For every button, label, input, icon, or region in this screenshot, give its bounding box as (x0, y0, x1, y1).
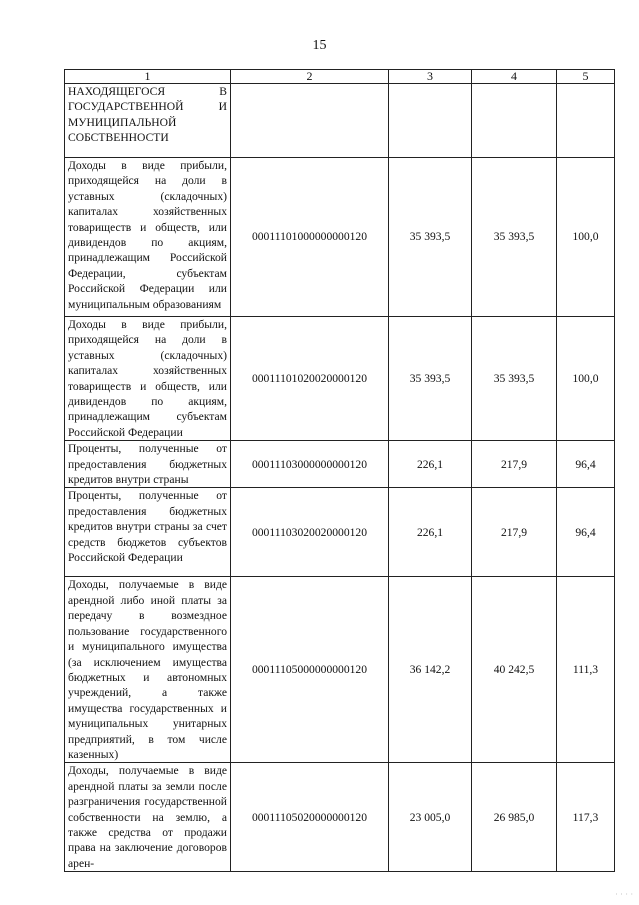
table-row (65, 488, 615, 577)
revenue-name-cell: Доходы в виде прибыли, приходящейся на доли в уставных (складочных) капиталах хозяйственных товариществ и обществ, или дивидендов по акциям, принадлежащим Российской Федерации, субъектам Российской Федерации или муниципальным образованиям (65, 158, 231, 317)
revenue-name-cell: НАХОДЯЩЕГОСЯ В ГОСУДАРСТВЕННОЙ И МУНИЦИПАЛЬНОЙ СОБСТВЕННОСТИ (65, 84, 231, 158)
value-col3-cell: 35 393,5 (389, 317, 472, 441)
table-row (65, 317, 615, 441)
value-col4-cell: 40 242,5 (472, 577, 557, 763)
value-col3-cell: 23 005,0 (389, 763, 472, 872)
value-col3-cell: 35 393,5 (389, 158, 472, 317)
budget-code-cell: 00011103000000000120 (231, 441, 389, 488)
value-col5-cell: 100,0 (557, 158, 615, 317)
column-header-1: 1 (65, 70, 231, 84)
budget-code-cell: 00011101000000000120 (231, 158, 389, 317)
budget-code-cell: 00011105000000000120 (231, 577, 389, 763)
table-row (65, 158, 615, 317)
budget-revenue-table (64, 69, 615, 872)
table-row (65, 763, 615, 872)
value-col4-cell: 217,9 (472, 488, 557, 577)
budget-code-cell: 00011101020020000120 (231, 317, 389, 441)
scan-corner-mark: · · · · (615, 890, 633, 899)
revenue-name-cell: Доходы, получаемые в виде арендной либо иной платы за передачу в возмездное пользование государственного и муниципального имущества (за исключением имущества бюджетных и автономных учреждений, а также имущества государственных и муниципальных унитарных предприятий, в том числе казенных) (65, 577, 231, 763)
value-col4-cell: 26 985,0 (472, 763, 557, 872)
value-col5-cell: 100,0 (557, 317, 615, 441)
budget-code-cell (231, 84, 389, 158)
value-col5-cell (557, 84, 615, 158)
table-row (65, 84, 615, 158)
revenue-name-cell: Проценты, полученные от предоставления бюджетных кредитов внутри страны (65, 441, 231, 488)
value-col3-cell: 36 142,2 (389, 577, 472, 763)
value-col5-cell: 96,4 (557, 488, 615, 577)
value-col3-cell: 226,1 (389, 441, 472, 488)
revenue-name-cell: Доходы, получаемые в виде арендной платы за земли после разграничения государственной собственности на землю, а также средства от продажи права на заключение договоров арен- (65, 763, 231, 872)
budget-code-cell: 00011103020020000120 (231, 488, 389, 577)
column-header-3: 3 (389, 70, 472, 84)
value-col3-cell (389, 84, 472, 158)
value-col4-cell: 35 393,5 (472, 317, 557, 441)
revenue-name-cell: Доходы в виде прибыли, приходящейся на доли в уставных (складочных) капиталах хозяйственных товариществ и обществ, или дивидендов по акциям, принадлежащим субъектам Российской Федерации (65, 317, 231, 441)
value-col5-cell: 117,3 (557, 763, 615, 872)
value-col5-cell: 96,4 (557, 441, 615, 488)
table-row (65, 577, 615, 763)
revenue-name-cell: Проценты, полученные от предоставления бюджетных кредитов внутри страны за счет средств бюджетов субъектов Российской Федерации (65, 488, 231, 577)
page-number: 15 (312, 38, 327, 53)
table-row (65, 441, 615, 488)
column-header-4: 4 (472, 70, 557, 84)
value-col4-cell (472, 84, 557, 158)
value-col4-cell: 217,9 (472, 441, 557, 488)
column-header-5: 5 (557, 70, 615, 84)
value-col3-cell: 226,1 (389, 488, 472, 577)
table-header-row (65, 70, 615, 84)
value-col4-cell: 35 393,5 (472, 158, 557, 317)
column-header-2: 2 (231, 70, 389, 84)
budget-code-cell: 00011105020000000120 (231, 763, 389, 872)
value-col5-cell: 111,3 (557, 577, 615, 763)
